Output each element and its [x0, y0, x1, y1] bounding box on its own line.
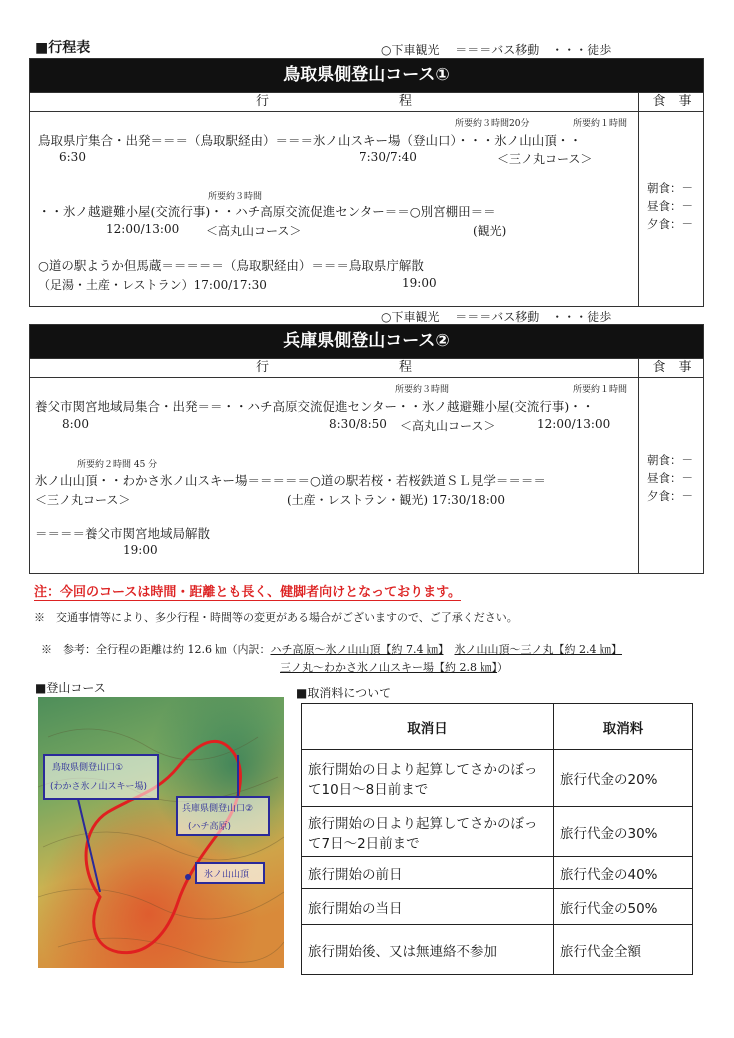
time: 8:30/8:50: [329, 417, 387, 431]
map-label-hyogo: 兵庫県側登山口②: [182, 804, 254, 814]
map-label-tottori: 鳥取県側登山口①: [52, 763, 124, 773]
schedule-line: 鳥取県庁集合・出発＝＝＝（鳥取駅経由）＝＝＝氷ノ山スキー場（登山口）・・・氷ノ山山頂・・: [38, 133, 582, 148]
duration-note: 所要約３時間: [208, 192, 263, 202]
course-label: ＜高丸山コース＞: [206, 224, 302, 238]
note-distance-prefix: ※ 参考：全行程の距離は約 12.6 ㎞（内訳：: [41, 643, 271, 656]
course1-meals: [638, 112, 705, 306]
duration-note: 所要約１時間: [573, 385, 628, 395]
course1-table: [29, 58, 704, 307]
duration-note: 所要約３時間20分: [455, 119, 530, 129]
course-label: ＜三ノ丸コース＞: [35, 493, 131, 507]
duration-note: 所要約３時間: [395, 385, 450, 395]
sightseeing-note: (観光): [473, 224, 507, 238]
cancel-date: 旅行開始の当日: [302, 889, 554, 925]
duration-note: 所要約１時間: [573, 119, 628, 129]
warning-note: 注：今回のコースは時間・距離とも長く、健脚者向けとなっております。: [34, 581, 461, 601]
cancel-header-row: [302, 704, 693, 750]
cancel-fee: 旅行代金の40%: [554, 857, 693, 889]
table-row: [302, 889, 693, 925]
schedule-line: 氷ノ山山頂・・わかさ氷ノ山スキー場＝＝＝＝＝○道の駅若桜・若桜鉄道ＳＬ見学＝＝＝＝: [35, 473, 546, 488]
time: 12:00/13:00: [537, 417, 611, 431]
time: 19:00: [402, 276, 437, 290]
course1-column-header: [30, 92, 703, 112]
course2-column-header: [30, 358, 703, 378]
schedule-line: ○道の駅ようか但馬蔵＝＝＝＝＝（鳥取駅経由）＝＝＝鳥取県庁解散: [38, 258, 424, 273]
distance-segment: 氷ノ山山頂～三ノ丸【約 2.4 ㎞】: [454, 643, 622, 656]
cancel-date: 旅行開始の日より起算してさかのぼって7日～2日前まで: [302, 807, 554, 857]
course-label: ＜三ノ丸コース＞: [497, 152, 593, 166]
course-label: ＜高丸山コース＞: [400, 419, 496, 433]
meal-lunch: 昼食：－: [647, 471, 693, 485]
table-row: [302, 925, 693, 975]
course1-title: 鳥取県側登山コース①: [30, 59, 703, 92]
map-label-tottori-sub: (わかさ氷ノ山スキー場): [50, 782, 148, 792]
table-row: [302, 807, 693, 857]
schedule-line: ・・氷ノ越避難小屋(交流行事)・・ハチ高原交流促進センター＝＝○別宮棚田＝＝: [38, 204, 496, 219]
meal-breakfast: 朝食：－: [647, 453, 693, 467]
time: 6:30: [59, 150, 86, 164]
time: 19:00: [123, 543, 158, 557]
map-label-hyogo-sub: (ハチ高原): [188, 822, 232, 832]
legend-top: ○下車観光 ＝＝＝バス移動 ・・・徒歩: [381, 43, 612, 57]
cancel-fee: 旅行代金の20%: [554, 750, 693, 807]
note-distance-suffix: ）: [497, 661, 508, 674]
duration-note: 所要約２時間 45 分: [77, 460, 158, 470]
cancel-date: 旅行開始の前日: [302, 857, 554, 889]
col-schedule: 行 程: [255, 360, 412, 375]
meal-dinner: 夕食：－: [647, 217, 693, 231]
cancel-header-fee: 取消料: [554, 704, 693, 750]
time: 12:00/13:00: [106, 222, 180, 236]
course2-table: [29, 324, 704, 574]
cancel-title: ■取消料について: [296, 686, 392, 700]
map-title: ■登山コース: [35, 681, 106, 695]
legend-middle: ○下車観光 ＝＝＝バス移動 ・・・徒歩: [381, 310, 612, 324]
note-traffic: ※ 交通事情等により、多少行程・時間等の変更がある場合がございますので、ご了承ください。: [34, 611, 518, 624]
cancel-date: 旅行開始の日より起算してさかのぼって10日～8日前まで: [302, 750, 554, 807]
meal-breakfast: 朝食：－: [647, 181, 693, 195]
map-label-summit: 氷ノ山山頂: [204, 870, 250, 880]
course2-meals: [638, 378, 705, 573]
schedule-line: ＝＝＝＝養父市関宮地域局解散: [35, 526, 211, 541]
table-row: [302, 750, 693, 807]
course1-body: [30, 112, 703, 306]
cancel-fee: 旅行代金の30%: [554, 807, 693, 857]
cancel-date: 旅行開始後、又は無連絡不参加: [302, 925, 554, 975]
distance-segment: ハチ高原～氷ノ山山頂【約 7.4 ㎞】: [270, 643, 444, 656]
col-meal: 食 事: [638, 359, 705, 377]
cancel-header-date: 取消日: [302, 704, 554, 750]
table-row: [302, 857, 693, 889]
course2-title: 兵庫県側登山コース②: [30, 325, 703, 358]
course-map: [38, 697, 284, 968]
col-schedule: 行 程: [255, 94, 412, 109]
cancel-fee: 旅行代金の50%: [554, 889, 693, 925]
col-meal: 食 事: [638, 93, 705, 111]
note-distance-cont: [273, 646, 508, 675]
time: 8:00: [62, 417, 89, 431]
stop-detail: （足湯・土産・レストラン）17:00/17:30: [38, 278, 267, 292]
course2-body: [30, 378, 703, 573]
time: 7:30/7:40: [359, 150, 417, 164]
stop-detail: (土産・レストラン・観光) 17:30/18:00: [287, 493, 506, 507]
itinerary-title: ■行程表: [35, 40, 91, 56]
distance-segment: 三ノ丸～わかさ氷ノ山スキー場【約 2.8 ㎞】: [280, 661, 497, 674]
schedule-line: 養父市関宮地域局集合・出発＝＝・・ハチ高原交流促進センター・・氷ノ越避難小屋(交流行事)・・: [35, 399, 595, 414]
meal-lunch: 昼食：－: [647, 199, 693, 213]
map-graphic: [38, 697, 284, 968]
cancel-fee: 旅行代金全額: [554, 925, 693, 975]
cancel-fee-table: [301, 703, 693, 975]
meal-dinner: 夕食：－: [647, 489, 693, 503]
